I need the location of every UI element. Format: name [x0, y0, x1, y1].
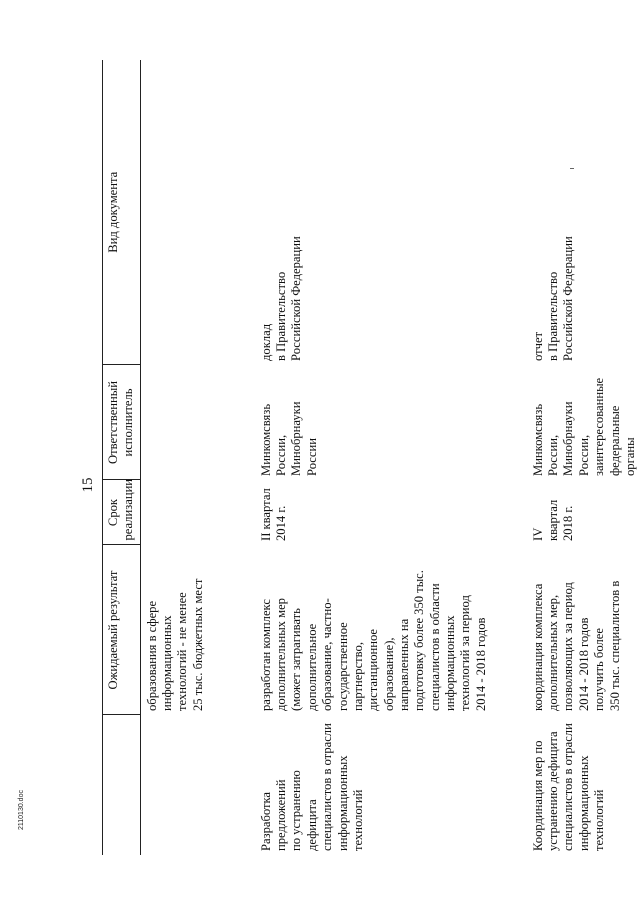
cell-deadline: IV квартал 2018 г.: [530, 499, 576, 541]
file-name-footer: 2110130.doc: [18, 790, 25, 830]
header-responsible: Ответственный исполнитель: [103, 365, 141, 480]
cell-document-type: [140, 60, 239, 365]
header-deadline: Срок реализации: [103, 480, 141, 545]
cell-expected-result: образования в сфере информационных технологий - не менее 25 тыс. бюджетных мест: [144, 578, 205, 711]
header-measure: [103, 715, 141, 855]
cell-responsible: Минкомсвязь России, Минобрнауки России, заинтересованные федеральные органы: [530, 377, 637, 476]
cell-expected-result: разработан комплекс дополнительных мер (может затрагивать дополнительное образование, частно- государственное партнерство, дистанционное образование), направленных на подготовку более 350 тыс. специалистов в области информационных технологий за период 2014 - 2018 годов: [258, 570, 488, 711]
cell-deadline: II квартал 2014 г.: [258, 488, 289, 541]
cell-measure: Координация мер по устранению дефицита специалистов в отрасли информационных технологий: [530, 723, 607, 851]
header-expected-result: Ожидаемый результат: [103, 545, 141, 715]
rotated-page: [80, 60, 637, 855]
scan-mark: [570, 168, 574, 169]
cell-deadline: [140, 480, 239, 545]
cell-document-type: отчет в Правительство Российской Федерации: [530, 236, 576, 361]
table-row: [140, 60, 239, 855]
cell-responsible: Минкомсвязь России, Минобрнауки России: [258, 401, 319, 476]
table-header-row: [103, 60, 141, 855]
table-row: [513, 60, 640, 855]
header-document-type: Вид документа: [103, 60, 141, 365]
page-number: 15: [80, 477, 96, 493]
cell-measure: [140, 715, 239, 855]
cell-responsible: [140, 365, 239, 480]
cell-expected-result: координация комплекса дополнительных мер, позволяющих за период 2014 - 2018 годов получить более 350 тыс. специалистов в: [530, 580, 622, 711]
measures-table: [102, 60, 640, 855]
cell-document-type: доклад в Правительство Российской Федерации: [258, 236, 304, 361]
table-row: [239, 60, 513, 855]
cell-measure: Разработка предложений по устранению дефицита специалистов в отрасли информационных технологий: [258, 723, 365, 851]
